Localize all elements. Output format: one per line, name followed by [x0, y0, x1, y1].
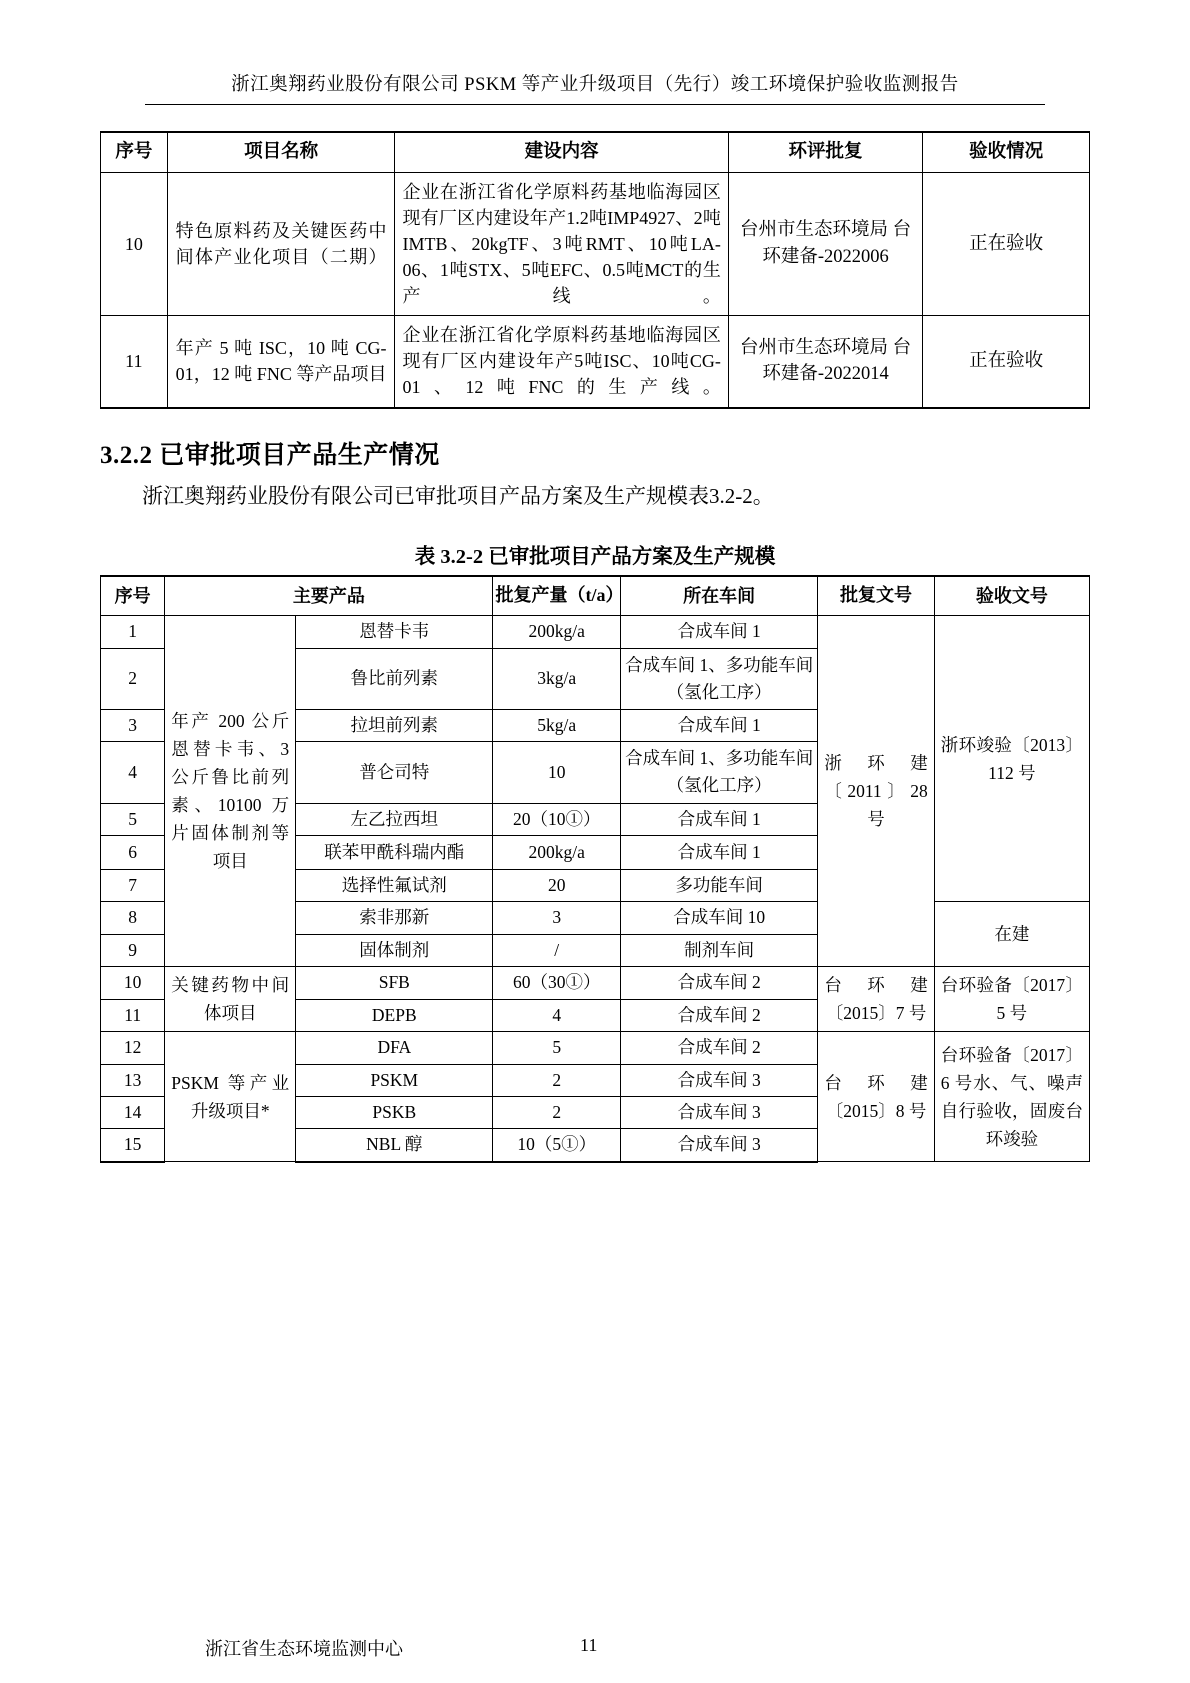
- cell-product: 固体制剂: [296, 934, 493, 966]
- cell-workshop: 合成车间 1: [620, 835, 817, 869]
- cell-output: 10（5①）: [493, 1129, 621, 1162]
- cell-output: 10: [493, 742, 621, 803]
- cell-workshop: 合成车间 3: [620, 1064, 817, 1096]
- cell-product: 左乙拉西坦: [296, 803, 493, 835]
- cell-product: 普仑司特: [296, 742, 493, 803]
- table-row: [101, 1032, 1090, 1064]
- cell-product: 索非那新: [296, 902, 493, 934]
- cell-workshop: 合成车间 1、多功能车间（氢化工序）: [620, 742, 817, 803]
- cell-workshop: 制剂车间: [620, 934, 817, 966]
- cell-construction-content: 企业在浙江省化学原料药基地临海园区现有厂区内建设年产1.2吨IMP4927、2吨IMTB、20kgTF、3吨RMT、10吨LA-06、1吨STX、5吨EFC、0.5吨MCT的生产线。: [395, 172, 728, 315]
- cell-output: 2: [493, 1064, 621, 1096]
- footer-organization: 浙江省生态环境监测中心: [205, 1639, 403, 1659]
- section-heading: 3.2.2 已审批项目产品生产情况: [100, 441, 440, 469]
- approved-projects-table: [100, 131, 1090, 409]
- table-header-row: [101, 132, 1090, 172]
- cell-product: NBL 醇: [296, 1129, 493, 1162]
- cell-status: 正在验收: [923, 316, 1090, 408]
- col-header-accept-doc: 验收文号: [934, 576, 1089, 615]
- cell-workshop: 合成车间 3: [620, 1129, 817, 1162]
- product-scale-table: [100, 575, 1090, 1162]
- cell-no: 9: [101, 934, 165, 966]
- cell-output: 5: [493, 1032, 621, 1064]
- cell-workshop: 合成车间 2: [620, 967, 817, 1000]
- cell-workshop: 多功能车间: [620, 870, 817, 902]
- cell-product: 选择性氟试剂: [296, 870, 493, 902]
- table-row: [101, 967, 1090, 1000]
- cell-product: 恩替卡韦: [296, 616, 493, 648]
- cell-approval-doc: 浙环建〔2011〕28 号: [818, 616, 934, 967]
- cell-no: 15: [101, 1129, 165, 1162]
- table-row: [101, 616, 1090, 648]
- cell-output: /: [493, 934, 621, 966]
- col-header-content: 建设内容: [395, 132, 728, 172]
- cell-project-group: 关键药物中间体项目: [165, 967, 296, 1032]
- table-row: [101, 316, 1090, 408]
- cell-product: 拉坦前列素: [296, 709, 493, 741]
- cell-project-name: 年产 5 吨 ISC，10 吨 CG-01，12 吨 FNC 等产品项目: [167, 316, 395, 408]
- cell-no: 7: [101, 870, 165, 902]
- cell-project-name: 特色原料药及关键医药中间体产业化项目（二期）: [167, 172, 395, 315]
- cell-status: 正在验收: [923, 172, 1090, 315]
- cell-workshop: 合成车间 1、多功能车间（氢化工序）: [620, 648, 817, 709]
- section-paragraph: 浙江奥翔药业股份有限公司已审批项目产品方案及生产规模表3.2-2。: [142, 483, 774, 508]
- cell-approval: 台州市生态环境局 台环建备-2022014: [728, 316, 922, 408]
- cell-workshop: 合成车间 2: [620, 1032, 817, 1064]
- cell-product: DEPB: [296, 999, 493, 1032]
- cell-accept-doc: 台环验备〔2017〕6 号水、气、噪声自行验收，固废台环竣验: [934, 1032, 1089, 1162]
- cell-accept-doc: 在建: [934, 902, 1089, 967]
- cell-product: PSKM: [296, 1064, 493, 1096]
- col-header-approval: 环评批复: [728, 132, 922, 172]
- cell-no: 12: [101, 1032, 165, 1064]
- cell-output: 20: [493, 870, 621, 902]
- col-header-status: 验收情况: [923, 132, 1090, 172]
- cell-accept-doc: 台环验备〔2017〕5 号: [934, 967, 1089, 1032]
- col-header-no: 序号: [101, 576, 165, 615]
- cell-approval-doc: 台环建〔2015〕8 号: [818, 1032, 934, 1162]
- cell-no: 11: [101, 999, 165, 1032]
- cell-no: 6: [101, 835, 165, 869]
- cell-product: 鲁比前列素: [296, 648, 493, 709]
- cell-no: 4: [101, 742, 165, 803]
- cell-no: 10: [101, 967, 165, 1000]
- cell-no: 13: [101, 1064, 165, 1096]
- col-header-output: 批复产量（t/a）: [493, 576, 621, 615]
- cell-output: 200kg/a: [493, 616, 621, 648]
- cell-no: 11: [101, 316, 168, 408]
- cell-workshop: 合成车间 2: [620, 999, 817, 1032]
- cell-output: 5kg/a: [493, 709, 621, 741]
- cell-construction-content: 企业在浙江省化学原料药基地临海园区现有厂区内建设年产5吨ISC、10吨CG-01、12吨FNC的生产线。: [395, 316, 728, 408]
- cell-project-group: PSKM 等产业升级项目*: [165, 1032, 296, 1162]
- cell-product: PSKB: [296, 1096, 493, 1128]
- cell-product: DFA: [296, 1032, 493, 1064]
- cell-no: 8: [101, 902, 165, 934]
- col-header-no: 序号: [101, 132, 168, 172]
- table-header-row: [101, 576, 1090, 615]
- cell-no: 14: [101, 1096, 165, 1128]
- cell-product: SFB: [296, 967, 493, 1000]
- cell-approval-doc: 台环建〔2015〕7 号: [818, 967, 934, 1032]
- cell-workshop: 合成车间 1: [620, 616, 817, 648]
- cell-approval: 台州市生态环境局 台环建备-2022006: [728, 172, 922, 315]
- cell-output: 20（10①）: [493, 803, 621, 835]
- cell-output: 60（30①）: [493, 967, 621, 1000]
- page-header: 浙江奥翔药业股份有限公司 PSKM 等产业升级项目（先行）竣工环境保护验收监测报告: [145, 70, 1045, 105]
- cell-accept-doc: 浙环竣验〔2013〕112 号: [934, 616, 1089, 902]
- cell-output: 3kg/a: [493, 648, 621, 709]
- cell-no: 1: [101, 616, 165, 648]
- cell-workshop: 合成车间 10: [620, 902, 817, 934]
- col-header-approval-doc: 批复文号: [818, 576, 934, 615]
- cell-workshop: 合成车间 1: [620, 709, 817, 741]
- cell-no: 10: [101, 172, 168, 315]
- footer-page-number: 11: [580, 1635, 598, 1655]
- cell-product: 联苯甲酰科瑞内酯: [296, 835, 493, 869]
- cell-output: 4: [493, 999, 621, 1032]
- cell-project-group: 年产 200 公斤恩替卡韦、3 公斤鲁比前列素、10100 万片固体制剂等项目: [165, 616, 296, 967]
- col-header-workshop: 所在车间: [620, 576, 817, 615]
- cell-output: 200kg/a: [493, 835, 621, 869]
- cell-workshop: 合成车间 3: [620, 1096, 817, 1128]
- cell-output: 3: [493, 902, 621, 934]
- col-header-name: 项目名称: [167, 132, 395, 172]
- cell-no: 3: [101, 709, 165, 741]
- cell-no: 5: [101, 803, 165, 835]
- table2-caption: 表 3.2-2 已审批项目产品方案及生产规模: [414, 546, 776, 569]
- table-row: [101, 172, 1090, 315]
- cell-output: 2: [493, 1096, 621, 1128]
- cell-workshop: 合成车间 1: [620, 803, 817, 835]
- cell-no: 2: [101, 648, 165, 709]
- col-header-product: 主要产品: [165, 576, 493, 615]
